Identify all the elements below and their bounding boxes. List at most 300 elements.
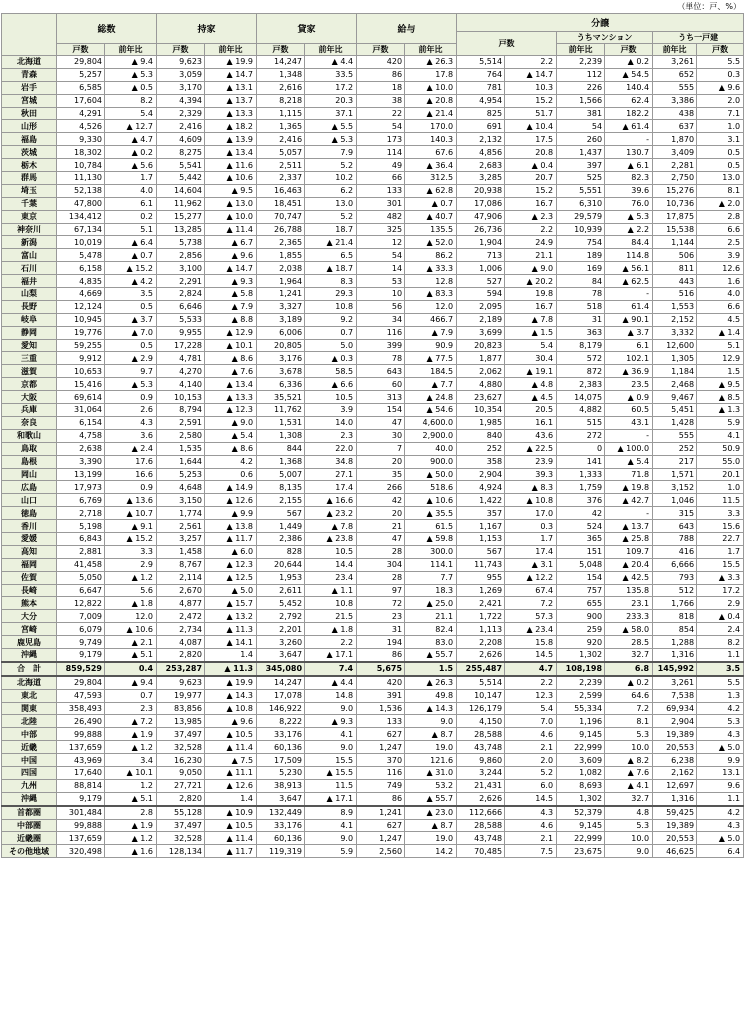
count-cell: 37,497 [157,728,205,741]
ratio-cell: ▲ 0.9 [605,391,653,404]
ratio-cell: 3.5 [697,662,744,676]
count-cell: 1,316 [653,792,697,805]
ratio-cell: ▲ 19.9 [205,56,257,69]
row-label: 中国 [2,754,57,767]
count-cell: 15,416 [57,378,105,391]
count-cell: 28 [357,571,405,584]
count-cell: 818 [653,610,697,623]
count-cell: 18 [357,81,405,94]
row-label: 広島 [2,481,57,494]
count-cell: 438 [653,107,697,120]
ratio-cell: ▲ 0.3 [305,352,357,365]
header-for-sale-count: 戸数 [457,32,557,56]
ratio-cell: ▲ 13.2 [205,610,257,623]
ratio-cell: ▲ 1.9 [105,819,157,832]
header-mansion: うちマンション [557,32,653,44]
count-cell: 1,247 [357,832,405,845]
count-cell: 313 [357,391,405,404]
ratio-cell: 4.1 [305,819,357,832]
count-cell: 31,064 [57,404,105,417]
ratio-cell: 22.0 [305,442,357,455]
ratio-cell: ▲ 10.1 [205,339,257,352]
count-cell: 11,762 [257,404,305,417]
count-cell: 1,428 [653,416,697,429]
count-cell: 20,553 [653,832,697,845]
ratio-cell: 9.9 [697,754,744,767]
count-cell: 173 [357,133,405,146]
ratio-cell: 0.2 [105,210,157,223]
count-cell: 2,155 [257,494,305,507]
count-cell: 1,953 [257,571,305,584]
count-cell: 5,541 [157,159,205,172]
ratio-cell: ▲ 0.7 [105,249,157,262]
ratio-cell: 2.3 [105,702,157,715]
count-cell: 2,626 [457,792,505,805]
count-cell: 1,722 [457,610,505,623]
ratio-cell: 20.7 [505,172,557,185]
ratio-cell: 19.0 [405,832,457,845]
count-cell: 6,647 [57,584,105,597]
count-cell: 416 [653,545,697,558]
count-cell: 137,659 [57,832,105,845]
ratio-cell: ▲ 4.8 [505,378,557,391]
ratio-cell: 9.0 [605,845,653,858]
ratio-cell: 2.4 [697,623,744,636]
ratio-cell: ▲ 58.0 [605,623,653,636]
ratio-cell: - [605,429,653,442]
ratio-cell: 29.3 [305,288,357,301]
ratio-cell: 5.1 [105,223,157,236]
count-cell: 5,057 [257,146,305,159]
count-cell: 1,305 [653,352,697,365]
ratio-cell: 6.1 [605,339,653,352]
count-cell: 86 [357,648,405,661]
ratio-cell: 4.8 [605,806,653,819]
ratio-cell: ▲ 1.1 [305,584,357,597]
ratio-cell: 4.0 [697,288,744,301]
count-cell: 420 [357,676,405,689]
ratio-cell: 61.4 [605,300,653,313]
ratio-cell: ▲ 13.1 [205,81,257,94]
count-cell: 9,955 [157,326,205,339]
count-cell: 8,767 [157,558,205,571]
ratio-cell: 86.2 [405,249,457,262]
count-cell: 108,198 [557,662,605,676]
ratio-cell: 2.6 [105,404,157,417]
count-cell: 189 [557,249,605,262]
ratio-cell: 4.3 [505,806,557,819]
prefecture-row [2,68,744,81]
count-cell: 43,748 [457,832,505,845]
ratio-cell: 8.1 [697,184,744,197]
ratio-cell: ▲ 12.9 [205,326,257,339]
count-cell: 20,553 [653,741,697,754]
row-label: 沖縄 [2,792,57,805]
ratio-cell: ▲ 4.7 [105,133,157,146]
count-cell: 2,611 [257,584,305,597]
count-cell: 2,718 [57,507,105,520]
count-cell: 2,792 [257,610,305,623]
count-cell: 52,138 [57,184,105,197]
count-cell: 11,130 [57,172,105,185]
count-cell: 1,302 [557,792,605,805]
ratio-cell: 6.1 [105,197,157,210]
ratio-cell: ▲ 11.6 [205,159,257,172]
count-cell: 749 [357,779,405,792]
ratio-cell: 0.3 [697,68,744,81]
ratio-cell: 1.1 [697,792,744,805]
ratio-cell: ▲ 22.5 [505,442,557,455]
count-cell: 2,599 [557,689,605,702]
ratio-cell: ▲ 13.3 [205,107,257,120]
count-cell: 2,560 [357,845,405,858]
count-cell: 643 [653,520,697,533]
count-cell: 506 [653,249,697,262]
ratio-cell: 14.5 [505,648,557,661]
ratio-cell: 50.9 [697,442,744,455]
count-cell: 11,962 [157,197,205,210]
header-rental: 貸家 [257,14,357,44]
count-cell: 137,659 [57,741,105,754]
count-cell: 17,973 [57,481,105,494]
count-cell: 29,804 [57,676,105,689]
count-cell: 1,196 [557,715,605,728]
ratio-cell: ▲ 3.7 [605,326,653,339]
ratio-cell: 0.7 [105,689,157,702]
ratio-cell: ▲ 24.8 [405,391,457,404]
count-cell: 2,421 [457,597,505,610]
count-cell: 2,580 [157,429,205,442]
ratio-cell: 5.4 [105,107,157,120]
ratio-cell: 6.6 [697,223,744,236]
ratio-cell: ▲ 13.3 [205,391,257,404]
count-cell: 2,416 [157,120,205,133]
count-cell: 1,333 [557,468,605,481]
metro-row [2,832,744,845]
ratio-cell: 2.2 [505,56,557,69]
count-cell: 52,379 [557,806,605,819]
count-cell: 391 [357,689,405,702]
prefecture-row [2,184,744,197]
ratio-cell: 0.6 [205,468,257,481]
ratio-cell: 11.5 [305,779,357,792]
count-cell: 828 [257,545,305,558]
ratio-cell: ▲ 10.8 [505,494,557,507]
count-cell: 1,365 [257,120,305,133]
ratio-cell: 14.5 [505,792,557,805]
count-cell: 345,080 [257,662,305,676]
count-cell: 1,115 [257,107,305,120]
count-cell: 524 [557,520,605,533]
ratio-cell: ▲ 11.3 [205,623,257,636]
row-label: 熊本 [2,597,57,610]
count-cell: 2,281 [653,159,697,172]
count-cell: 169 [557,262,605,275]
row-label: 中部 [2,728,57,741]
ratio-cell: ▲ 77.5 [405,352,457,365]
ratio-cell: 4.1 [697,429,744,442]
count-cell: 713 [457,249,505,262]
prefecture-row [2,146,744,159]
row-label: 愛知 [2,339,57,352]
prefecture-row [2,416,744,429]
count-cell: 5,514 [457,56,505,69]
ratio-cell: 1.5 [697,365,744,378]
ratio-cell: ▲ 5.3 [305,133,357,146]
row-label: 山口 [2,494,57,507]
ratio-cell: ▲ 7.9 [205,300,257,313]
count-cell: 272 [557,429,605,442]
count-cell: 49 [357,159,405,172]
count-cell: 1,870 [653,133,697,146]
count-cell: 3,327 [257,300,305,313]
ratio-cell: 5.9 [697,416,744,429]
metro-row [2,806,744,819]
count-cell: 572 [557,352,605,365]
count-cell: 55,334 [557,702,605,715]
count-cell: 60,136 [257,832,305,845]
ratio-cell: ▲ 36.4 [405,159,457,172]
row-label: 大分 [2,610,57,623]
count-cell: 86 [357,792,405,805]
count-cell: 42 [357,494,405,507]
count-cell: 920 [557,636,605,649]
region-row [2,779,744,792]
ratio-cell: 1.5 [405,662,457,676]
ratio-cell: 30.4 [505,352,557,365]
count-cell: 1,536 [357,702,405,715]
ratio-cell: ▲ 14.3 [205,689,257,702]
count-cell: 146,922 [257,702,305,715]
ratio-cell: 6.0 [505,779,557,792]
ratio-cell: 43.1 [605,416,653,429]
ratio-cell: 67.4 [505,584,557,597]
subheader-company-ratio: 前年比 [405,44,457,56]
count-cell: 854 [653,623,697,636]
ratio-cell: 14.2 [405,845,457,858]
ratio-cell: 8.3 [305,275,357,288]
count-cell: 8,179 [557,339,605,352]
header-total: 総数 [57,14,157,44]
count-cell: 69,934 [653,702,697,715]
count-cell: 2,208 [457,636,505,649]
ratio-cell: ▲ 21.4 [405,107,457,120]
count-cell: 1,774 [157,507,205,520]
count-cell: 20,805 [257,339,305,352]
ratio-cell: ▲ 5.4 [605,455,653,468]
ratio-cell: ▲ 14.7 [505,68,557,81]
ratio-cell: 6.4 [697,845,744,858]
count-cell: 3,260 [257,636,305,649]
row-label: 中部圏 [2,819,57,832]
prefecture-row [2,481,744,494]
count-cell: 1,241 [357,806,405,819]
ratio-cell: 10.8 [305,300,357,313]
ratio-cell: ▲ 55.7 [405,648,457,661]
count-cell: 37,497 [157,819,205,832]
ratio-cell: 82.3 [605,172,653,185]
count-cell: 6,646 [157,300,205,313]
prefecture-row [2,507,744,520]
ratio-cell: ▲ 0.4 [505,159,557,172]
count-cell: 9,623 [157,56,205,69]
prefecture-row [2,571,744,584]
count-cell: 6,843 [57,532,105,545]
row-label: 首都圏 [2,806,57,819]
count-cell: 567 [257,507,305,520]
ratio-cell: ▲ 13.8 [205,520,257,533]
ratio-cell: 121.6 [405,754,457,767]
count-cell: 5,514 [457,676,505,689]
ratio-cell: 3.3 [105,545,157,558]
count-cell: 1,113 [457,623,505,636]
count-cell: 27,721 [157,779,205,792]
count-cell: 1,644 [157,455,205,468]
ratio-cell: 1.2 [105,779,157,792]
count-cell: 2,132 [457,133,505,146]
ratio-cell: ▲ 3.7 [105,313,157,326]
ratio-cell: 5.3 [605,728,653,741]
count-cell: 83,856 [157,702,205,715]
count-cell: 38 [357,94,405,107]
count-cell: 13,985 [157,715,205,728]
prefecture-row [2,120,744,133]
ratio-cell: 2,900.0 [405,429,457,442]
count-cell: 1,184 [653,365,697,378]
ratio-cell: ▲ 4.4 [305,56,357,69]
ratio-cell: 3.1 [697,133,744,146]
row-label: 東北 [2,689,57,702]
ratio-cell: 17.2 [697,584,744,597]
count-cell: 5,675 [357,662,405,676]
prefecture-row [2,210,744,223]
count-cell: 691 [457,120,505,133]
ratio-cell: ▲ 13.4 [205,378,257,391]
ratio-cell: ▲ 3.1 [505,558,557,571]
ratio-cell: ▲ 12.6 [205,779,257,792]
count-cell: 4,270 [157,365,205,378]
ratio-cell: ▲ 4.2 [105,275,157,288]
prefecture-row [2,249,744,262]
ratio-cell: 3.6 [105,429,157,442]
region-row [2,689,744,702]
count-cell: 13,285 [157,223,205,236]
count-cell: 26,490 [57,715,105,728]
count-cell: 358,493 [57,702,105,715]
ratio-cell: 61.5 [405,520,457,533]
count-cell: 1,571 [653,468,697,481]
ratio-cell: 15.2 [505,184,557,197]
ratio-cell: ▲ 8.7 [405,728,457,741]
row-label: 関東 [2,702,57,715]
count-cell: 253,287 [157,662,205,676]
count-cell: 637 [653,120,697,133]
ratio-cell: ▲ 13.0 [205,197,257,210]
ratio-cell: ▲ 1.4 [697,326,744,339]
ratio-cell: 135.5 [405,223,457,236]
prefecture-row [2,313,744,326]
count-cell: 6,006 [257,326,305,339]
ratio-cell: ▲ 21.4 [305,236,357,249]
ratio-cell: ▲ 5.6 [105,159,157,172]
ratio-cell: ▲ 10.6 [105,623,157,636]
row-label: 四国 [2,766,57,779]
count-cell: 2,201 [257,623,305,636]
ratio-cell: 4.2 [697,702,744,715]
prefecture-row [2,558,744,571]
region-row [2,728,744,741]
count-cell: 2,561 [157,520,205,533]
ratio-cell: 312.5 [405,172,457,185]
ratio-cell: 0.5 [697,159,744,172]
count-cell: 4,877 [157,597,205,610]
count-cell: 304 [357,558,405,571]
ratio-cell: 10.5 [305,545,357,558]
ratio-cell: 466.7 [405,313,457,326]
count-cell: 10,736 [653,197,697,210]
ratio-cell: ▲ 7.8 [305,520,357,533]
count-cell: 20,823 [457,339,505,352]
ratio-cell: 2.9 [697,597,744,610]
ratio-cell: ▲ 6.0 [205,545,257,558]
count-cell: 78 [357,352,405,365]
count-cell: 6,079 [57,623,105,636]
ratio-cell: ▲ 14.7 [205,68,257,81]
ratio-cell: 518.6 [405,481,457,494]
ratio-cell: ▲ 10.0 [405,81,457,94]
count-cell: 627 [357,819,405,832]
count-cell: 1,247 [357,741,405,754]
count-cell: 781 [457,81,505,94]
count-cell: 4,781 [157,352,205,365]
count-cell: 643 [357,365,405,378]
count-cell: 10,653 [57,365,105,378]
ratio-cell: 12.6 [697,262,744,275]
count-cell: 19,389 [653,728,697,741]
count-cell: 66 [357,172,405,185]
count-cell: 29,804 [57,56,105,69]
count-cell: 17,604 [57,94,105,107]
ratio-cell: 233.3 [605,610,653,623]
row-label: 東京 [2,210,57,223]
ratio-cell: ▲ 0.7 [405,197,457,210]
ratio-cell: 1.0 [697,481,744,494]
count-cell: 252 [457,442,505,455]
count-cell: 811 [653,262,697,275]
prefecture-row [2,300,744,313]
ratio-cell: ▲ 4.4 [305,676,357,689]
ratio-cell: ▲ 17.1 [305,648,357,661]
ratio-cell: 4.3 [105,416,157,429]
row-label: 栃木 [2,159,57,172]
count-cell: 1,308 [257,429,305,442]
count-cell: 6,336 [257,378,305,391]
count-cell: 33,176 [257,728,305,741]
count-cell: 7,538 [653,689,697,702]
ratio-cell: 20.5 [505,404,557,417]
prefecture-row [2,81,744,94]
count-cell: 1,535 [157,442,205,455]
ratio-cell: ▲ 35.5 [405,507,457,520]
count-cell: 20 [357,507,405,520]
count-cell: 2,626 [457,648,505,661]
header-detached: うち一戸建 [653,32,744,44]
count-cell: 2,904 [653,715,697,728]
ratio-cell: 5.9 [305,845,357,858]
ratio-cell: ▲ 6.6 [305,378,357,391]
count-cell: 14,247 [257,56,305,69]
ratio-cell: 15.5 [697,558,744,571]
